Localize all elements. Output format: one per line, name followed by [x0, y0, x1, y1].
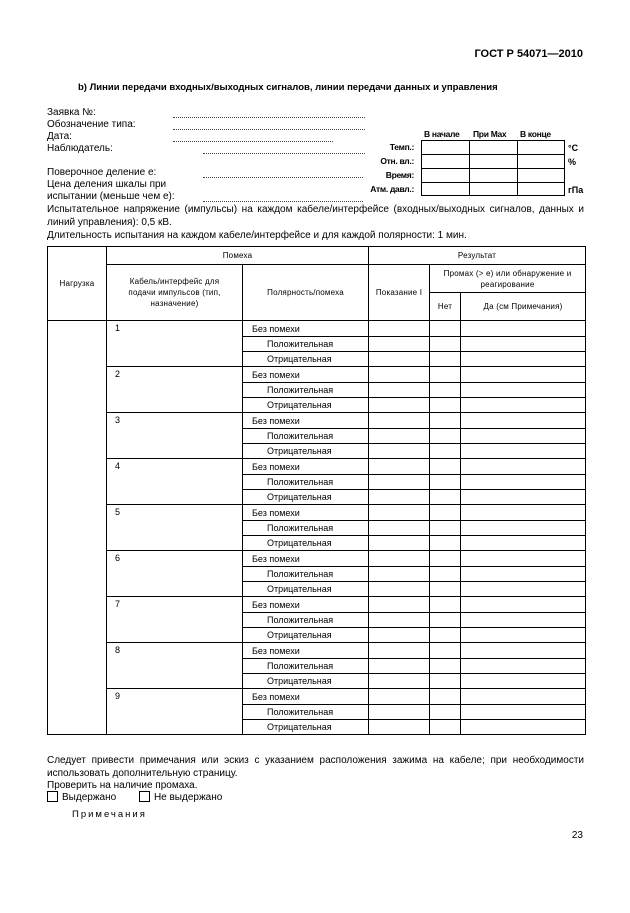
- no-cell[interactable]: [430, 398, 461, 413]
- cond-unit-humidity: %: [568, 157, 577, 167]
- field-line-observer[interactable]: [203, 153, 365, 154]
- polarity-label: Без помехи: [243, 505, 369, 521]
- yes-cell[interactable]: [461, 429, 586, 444]
- yes-cell[interactable]: [461, 582, 586, 597]
- reading-cell[interactable]: [369, 398, 430, 413]
- yes-cell[interactable]: [461, 689, 586, 705]
- no-cell[interactable]: [430, 475, 461, 490]
- page-number: 23: [571, 830, 583, 841]
- polarity-label: Положительная: [243, 475, 369, 490]
- table-row: [48, 413, 586, 429]
- polarity-label: Положительная: [243, 429, 369, 444]
- no-cell[interactable]: [430, 429, 461, 444]
- reading-cell[interactable]: [369, 720, 430, 735]
- section-title: b) Линии передачи входных/выходных сигналов, линии передачи данных и управления: [78, 82, 498, 93]
- yes-cell[interactable]: [461, 505, 586, 521]
- yes-cell[interactable]: [461, 613, 586, 628]
- polarity-label: Отрицательная: [243, 674, 369, 689]
- yes-cell[interactable]: [461, 659, 586, 674]
- passed-checkbox[interactable]: [47, 791, 58, 802]
- polarity-label: Отрицательная: [243, 398, 369, 413]
- yes-cell[interactable]: [461, 444, 586, 459]
- col-header-no: Нет: [430, 293, 461, 321]
- yes-cell[interactable]: [461, 536, 586, 551]
- yes-cell[interactable]: [461, 490, 586, 505]
- reading-cell[interactable]: [369, 705, 430, 720]
- failed-checkbox[interactable]: [139, 791, 150, 802]
- cable-number: 7: [107, 597, 243, 643]
- cond-unit-temp: °C: [568, 143, 579, 153]
- polarity-label: Положительная: [243, 383, 369, 398]
- cond-label-temp: Темп.:: [389, 142, 414, 152]
- cable-number: 9: [107, 689, 243, 735]
- field-line-date[interactable]: [173, 141, 333, 142]
- cond-unit-pressure: гПа: [568, 185, 584, 195]
- no-cell[interactable]: [430, 505, 461, 521]
- yes-cell[interactable]: [461, 383, 586, 398]
- polarity-label: Без помехи: [243, 367, 369, 383]
- test-voltage-text: Испытательное напряжение (импульсы) на каждом кабеле/интерфейсе (входных/выходных сигналов, данных и линий управления): 0,5 кВ.: [47, 204, 584, 228]
- yes-cell[interactable]: [461, 720, 586, 735]
- cond-label-time: Время:: [385, 170, 414, 180]
- reading-cell[interactable]: [369, 643, 430, 659]
- conditions-grid[interactable]: [421, 140, 565, 196]
- field-label-type: Обозначение типа:: [47, 119, 136, 130]
- reading-cell[interactable]: [369, 337, 430, 352]
- no-cell[interactable]: [430, 643, 461, 659]
- no-cell[interactable]: [430, 597, 461, 613]
- table-row: [48, 505, 586, 521]
- cable-number: 6: [107, 551, 243, 597]
- scale-division-label-1: Цена деления шкалы при: [47, 179, 167, 190]
- verification-division-label: Поверочное деление e:: [47, 167, 157, 178]
- reading-cell[interactable]: [369, 689, 430, 705]
- load-cell[interactable]: [48, 321, 107, 735]
- field-label-application: Заявка №:: [47, 107, 96, 118]
- reading-cell[interactable]: [369, 597, 430, 613]
- col-header-reading: Показание I: [369, 265, 430, 321]
- table-row: [48, 367, 586, 383]
- group-header-result: Результат: [369, 247, 586, 265]
- reading-cell[interactable]: [369, 490, 430, 505]
- yes-cell[interactable]: [461, 597, 586, 613]
- polarity-label: Без помехи: [243, 321, 369, 337]
- yes-cell[interactable]: [461, 567, 586, 582]
- reading-cell[interactable]: [369, 567, 430, 582]
- polarity-label: Отрицательная: [243, 628, 369, 643]
- polarity-label: Без помехи: [243, 689, 369, 705]
- results-table: [47, 246, 586, 735]
- no-cell[interactable]: [430, 582, 461, 597]
- no-cell[interactable]: [430, 490, 461, 505]
- cond-label-pressure: Атм. давл.:: [370, 184, 414, 194]
- reading-cell[interactable]: [369, 674, 430, 689]
- reading-cell[interactable]: [369, 582, 430, 597]
- reading-cell[interactable]: [369, 505, 430, 521]
- yes-cell[interactable]: [461, 705, 586, 720]
- cable-number: 1: [107, 321, 243, 367]
- notes-heading: Примечания: [72, 809, 147, 820]
- yes-cell[interactable]: [461, 521, 586, 536]
- reading-cell[interactable]: [369, 367, 430, 383]
- reading-cell[interactable]: [369, 383, 430, 398]
- cable-number: 8: [107, 643, 243, 689]
- col-header-yes: Да (см Примечания): [461, 293, 586, 321]
- table-row: [48, 597, 586, 613]
- polarity-label: Положительная: [243, 613, 369, 628]
- result-checkboxes: [47, 791, 584, 804]
- cable-number: 5: [107, 505, 243, 551]
- no-cell[interactable]: [430, 444, 461, 459]
- col-header-errors: Промах (> e) или обнаружение и реагирование: [430, 265, 586, 293]
- polarity-label: Положительная: [243, 567, 369, 582]
- failed-label: Не выдержано: [153, 792, 223, 803]
- verification-division-line[interactable]: [203, 177, 363, 178]
- yes-cell[interactable]: [461, 321, 586, 337]
- no-cell[interactable]: [430, 613, 461, 628]
- reading-cell[interactable]: [369, 628, 430, 643]
- polarity-label: Положительная: [243, 337, 369, 352]
- reading-cell[interactable]: [369, 352, 430, 367]
- yes-cell[interactable]: [461, 551, 586, 567]
- polarity-label: Положительная: [243, 705, 369, 720]
- polarity-label: Без помехи: [243, 459, 369, 475]
- cond-header-max: При Max: [473, 129, 507, 139]
- reading-cell[interactable]: [369, 613, 430, 628]
- table-row: [48, 643, 586, 659]
- no-cell[interactable]: [430, 352, 461, 367]
- test-duration-text: Длительность испытания на каждом кабеле/интерфейсе и для каждой полярности: 1 мин.: [47, 230, 467, 241]
- yes-cell[interactable]: [461, 337, 586, 352]
- no-cell[interactable]: [430, 459, 461, 475]
- yes-cell[interactable]: [461, 475, 586, 490]
- no-cell[interactable]: [430, 567, 461, 582]
- cable-number: 4: [107, 459, 243, 505]
- polarity-label: Без помехи: [243, 551, 369, 567]
- field-line-type[interactable]: [173, 129, 365, 130]
- field-label-date: Дата:: [47, 131, 72, 142]
- cond-label-humidity: Отн. вл.:: [380, 156, 414, 166]
- reading-cell[interactable]: [369, 659, 430, 674]
- notes-instruction: Следует привести примечания или эскиз с указанием расположения зажима на кабеле; при необходимости использовать дополнительную страницу.: [47, 755, 584, 779]
- table-row: [48, 551, 586, 567]
- reading-cell[interactable]: [369, 459, 430, 475]
- field-line-application[interactable]: [173, 117, 365, 118]
- no-cell[interactable]: [430, 367, 461, 383]
- no-cell[interactable]: [430, 720, 461, 735]
- scale-division-label-2: испытании (меньше чем e):: [47, 191, 175, 202]
- reading-cell[interactable]: [369, 413, 430, 429]
- polarity-label: Положительная: [243, 521, 369, 536]
- yes-cell[interactable]: [461, 413, 586, 429]
- yes-cell[interactable]: [461, 398, 586, 413]
- no-cell[interactable]: [430, 674, 461, 689]
- yes-cell[interactable]: [461, 674, 586, 689]
- passed-label: Выдержано: [62, 792, 117, 803]
- yes-cell[interactable]: [461, 628, 586, 643]
- reading-cell[interactable]: [369, 536, 430, 551]
- field-label-observer: Наблюдатель:: [47, 143, 113, 154]
- table-row: [48, 321, 586, 337]
- check-instruction: Проверить на наличие промаха.: [47, 780, 198, 791]
- yes-cell[interactable]: [461, 352, 586, 367]
- col-header-load: Нагрузка: [48, 247, 107, 321]
- reading-cell[interactable]: [369, 521, 430, 536]
- no-cell[interactable]: [430, 383, 461, 398]
- reading-cell[interactable]: [369, 444, 430, 459]
- no-cell[interactable]: [430, 413, 461, 429]
- polarity-label: Отрицательная: [243, 582, 369, 597]
- table-row: [48, 689, 586, 705]
- standard-number: ГОСТ Р 54071—2010: [474, 48, 583, 60]
- cond-header-end: В конце: [520, 129, 551, 139]
- reading-cell[interactable]: [369, 321, 430, 337]
- col-header-polarity: Полярность/помеха: [243, 265, 369, 321]
- scale-division-line[interactable]: [203, 201, 363, 202]
- no-cell[interactable]: [430, 337, 461, 352]
- no-cell[interactable]: [430, 551, 461, 567]
- no-cell[interactable]: [430, 536, 461, 551]
- no-cell[interactable]: [430, 659, 461, 674]
- col-header-cable: Кабель/интерфейс для подачи импульсов (тип, назначение): [107, 265, 243, 321]
- yes-cell[interactable]: [461, 367, 586, 383]
- no-cell[interactable]: [430, 705, 461, 720]
- no-cell[interactable]: [430, 521, 461, 536]
- cable-number: 3: [107, 413, 243, 459]
- polarity-label: Положительная: [243, 659, 369, 674]
- polarity-label: Отрицательная: [243, 352, 369, 367]
- polarity-label: Без помехи: [243, 597, 369, 613]
- polarity-label: Без помехи: [243, 413, 369, 429]
- polarity-label: Отрицательная: [243, 536, 369, 551]
- yes-cell[interactable]: [461, 459, 586, 475]
- no-cell[interactable]: [430, 689, 461, 705]
- cable-number: 2: [107, 367, 243, 413]
- polarity-label: Отрицательная: [243, 720, 369, 735]
- yes-cell[interactable]: [461, 643, 586, 659]
- reading-cell[interactable]: [369, 551, 430, 567]
- polarity-label: Отрицательная: [243, 490, 369, 505]
- polarity-label: Отрицательная: [243, 444, 369, 459]
- polarity-label: Без помехи: [243, 643, 369, 659]
- group-header-interference: Помеха: [107, 247, 369, 265]
- reading-cell[interactable]: [369, 475, 430, 490]
- table-row: [48, 459, 586, 475]
- no-cell[interactable]: [430, 321, 461, 337]
- cond-header-start: В начале: [424, 129, 460, 139]
- no-cell[interactable]: [430, 628, 461, 643]
- reading-cell[interactable]: [369, 429, 430, 444]
